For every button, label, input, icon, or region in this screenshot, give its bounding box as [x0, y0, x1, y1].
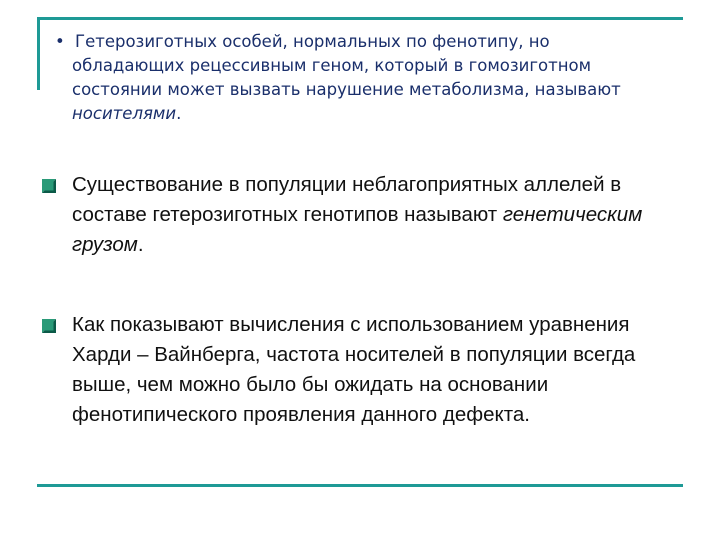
dot-bullet-icon: • [55, 32, 65, 51]
bullet-item-genetic-load [42, 170, 682, 260]
bullet-tail: . [137, 233, 144, 256]
bottom-accent-rule [37, 484, 683, 487]
bullet-text: Существование в популяции неблагоприятных аллелей в составе гетерозиготных генотипов называют [72, 173, 622, 226]
intro-paragraph [55, 30, 655, 126]
bullet-item-hardy-weinberg [42, 310, 682, 430]
intro-body: Гетерозиготных особей, нормальных по фенотипу, но обладающих рецессивным геном, который в гомозиготном состоянии может вызвать нарушение метаболизма, называют [72, 32, 621, 99]
left-accent-rule [37, 17, 40, 90]
bullet-text: Как показывают вычисления с использованием уравнения Харди – Вайнберга, частота носителей в популяции всегда выше, чем можно было бы ожидать на основании фенотипического проявления данного дефекта. [72, 313, 636, 426]
intro-emphasis: носителями [72, 104, 177, 123]
square-bullet-icon [42, 319, 56, 333]
intro-tail: . [176, 104, 182, 123]
top-accent-rule [37, 17, 683, 20]
bullet-emphasis: генетическим грузом [72, 203, 643, 256]
square-bullet-icon [42, 179, 56, 193]
intro-text [55, 30, 655, 126]
bullet-list [42, 170, 682, 430]
